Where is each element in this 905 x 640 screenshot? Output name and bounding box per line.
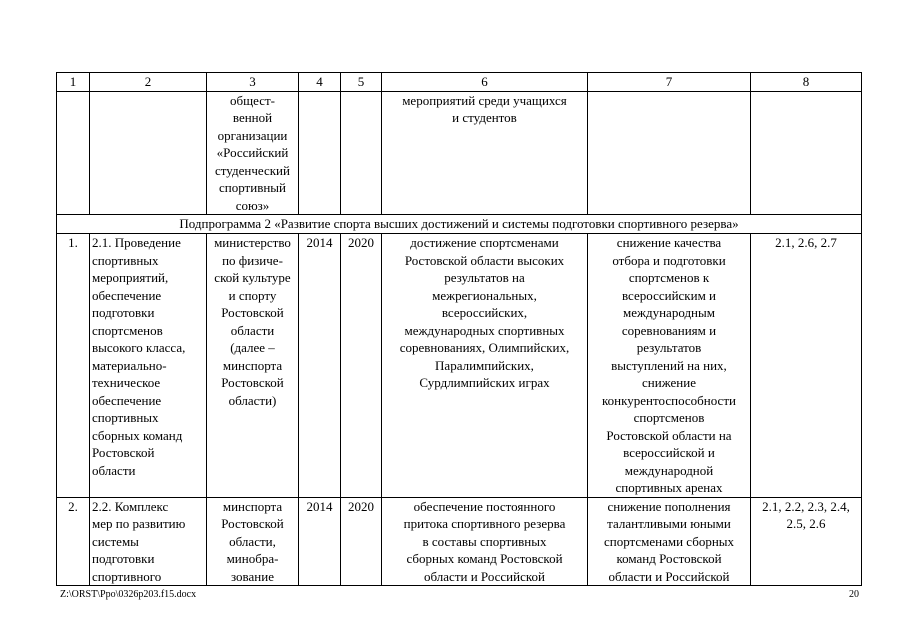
table-cell <box>588 91 751 215</box>
footer-file-path: Z:\ORST\Ppo\0326p203.f15.docx <box>60 589 197 600</box>
column-number: 1 <box>57 73 90 92</box>
page-number: 20 <box>849 589 859 600</box>
result-cell: обеспечение постоянного притока спортивного резерва в составы спортивных сборных команд Ростовской области и Российской <box>382 497 588 586</box>
table-cell <box>299 91 341 215</box>
end-year: 2020 <box>341 234 382 498</box>
table-cell <box>90 91 207 215</box>
program-table <box>56 72 862 586</box>
result-cell: достижение спортсменами Ростовской области высоких результатов на межрегиональных, всероссийских, международных спортивных соревнованиях, Олимпийских, Паралимпийских, Сурдлимпийских играх <box>382 234 588 498</box>
executor-cell: министерство по физиче- ской культуре и спорту Ростовской области (далее – минспорта Ростовской области) <box>207 234 299 498</box>
table-cell <box>751 91 862 215</box>
consequences-cell: снижение качества отбора и подготовки спортсменов к всероссийским и международным соревнованиям и результатов выступлений на них, снижение конкурентоспособности спортсменов Ростовской области на всероссийской и международной спортивных аренах <box>588 234 751 498</box>
executor-cell: общест- венной организации «Российский студенческий спортивный союз» <box>207 91 299 215</box>
table-row <box>57 497 862 586</box>
subprogram-row <box>57 215 862 234</box>
start-year: 2014 <box>299 497 341 586</box>
column-number: 2 <box>90 73 207 92</box>
column-number: 8 <box>751 73 862 92</box>
subprogram-title: Подпрограмма 2 «Развитие спорта высших достижений и системы подготовки спортивного резерва» <box>57 215 862 234</box>
result-cell: мероприятий среди учащихся и студентов <box>382 91 588 215</box>
start-year: 2014 <box>299 234 341 498</box>
indicators-cell: 2.1, 2.6, 2.7 <box>751 234 862 498</box>
column-number: 3 <box>207 73 299 92</box>
table-row <box>57 234 862 498</box>
continuation-row <box>57 91 862 215</box>
consequences-cell: снижение пополнения талантливыми юными спортсменами сборных команд Ростовской области и Российской <box>588 497 751 586</box>
indicators-cell: 2.1, 2.2, 2.3, 2.4, 2.5, 2.6 <box>751 497 862 586</box>
row-number: 2. <box>57 497 90 586</box>
column-number: 7 <box>588 73 751 92</box>
column-number-row <box>57 73 862 92</box>
table-cell <box>341 91 382 215</box>
column-number: 6 <box>382 73 588 92</box>
executor-cell: минспорта Ростовской области, минобра- зование <box>207 497 299 586</box>
row-number: 1. <box>57 234 90 498</box>
end-year: 2020 <box>341 497 382 586</box>
column-number: 4 <box>299 73 341 92</box>
column-number: 5 <box>341 73 382 92</box>
measure-name: 2.1. Проведение спортивных мероприятий, обеспечение подготовки спортсменов высокого класса, материально- техническое обеспечение спортивных сборных команд Ростовской области <box>90 234 207 498</box>
measure-name: 2.2. Комплекс мер по развитию системы подготовки спортивного <box>90 497 207 586</box>
table-cell <box>57 91 90 215</box>
